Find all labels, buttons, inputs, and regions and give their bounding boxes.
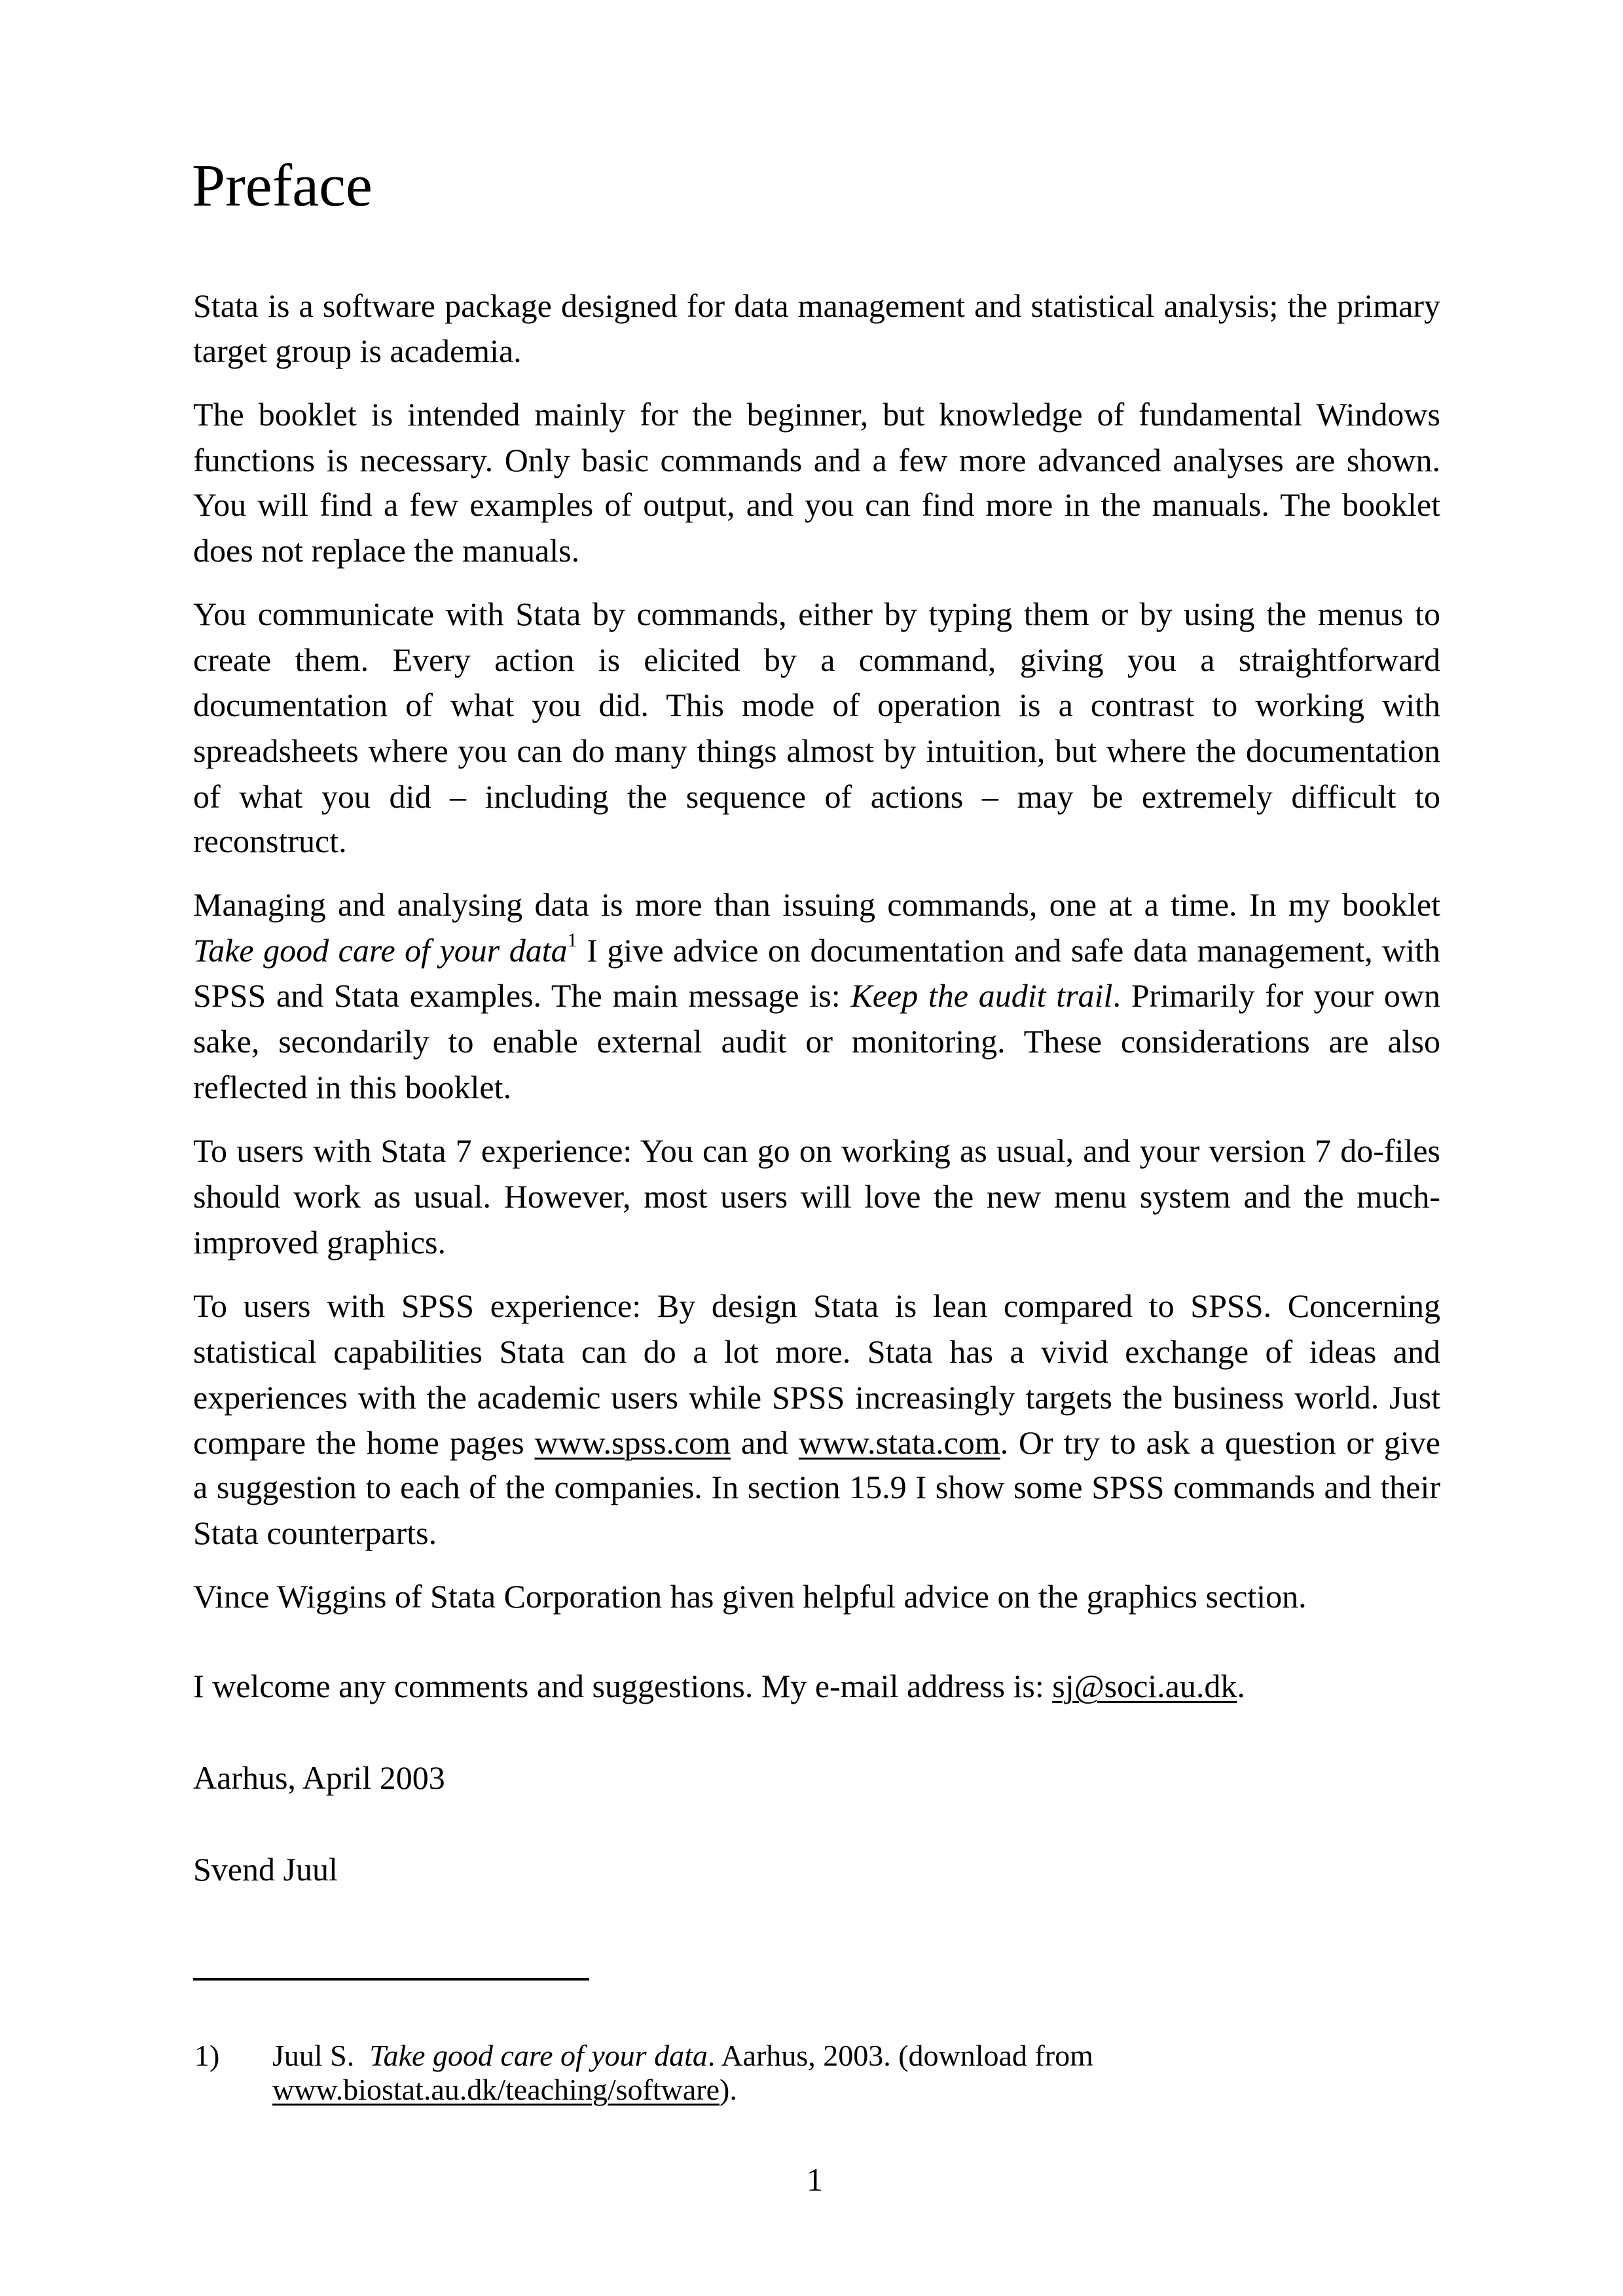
paragraph-3-line-4: spreadsheets where you can do many things almost by intuition, but where the documentation <box>193 732 1440 769</box>
paragraph-4-line-4: sake, secondarily to enable external audit or monitoring. These considerations are also <box>193 1023 1440 1060</box>
spss-link[interactable]: www.spss.com <box>534 1424 731 1461</box>
paragraph-4-line-3 <box>193 973 1440 1018</box>
footnote-author: Juul S. <box>272 2039 355 2072</box>
paragraph-2-line-2: functions is necessary. Only basic commands and a few more advanced analyses are shown. <box>193 442 1440 478</box>
place-date: Aarhus, April 2003 <box>193 1759 445 1796</box>
paragraph-3-line-1: You communicate with Stata by commands, either by typing them or by using the menus to <box>193 596 1440 632</box>
paragraph-6-line-4-post: . Or try to ask a question or give <box>1000 1424 1440 1461</box>
paragraph-2-line-4: does not replace the manuals. <box>193 532 580 569</box>
paragraph-6-line-6: Stata counterparts. <box>193 1515 437 1551</box>
footnote-close: ). <box>720 2073 737 2106</box>
paragraph-4-line-5: reflected in this booklet. <box>193 1069 511 1105</box>
footnote-line-2 <box>272 2073 737 2107</box>
paragraph-1-line-1: Stata is a software package designed for data management and statistical analysis; the primary <box>193 287 1440 324</box>
footnote-separator <box>193 1978 589 1981</box>
paragraph-6-line-4-mid: and <box>731 1424 799 1461</box>
paragraph-6-line-4 <box>193 1420 1440 1465</box>
paragraph-6-line-3: experiences with the academic users while SPSS increasingly targets the business world. Just <box>193 1379 1440 1416</box>
paragraph-3-line-2: create them. Every action is elicited by a command, giving you a straightforward <box>193 641 1440 678</box>
paragraph-5-line-3: improved graphics. <box>193 1224 447 1261</box>
paragraph-4-line-2-rest: I give advice on documentation and safe data management, with <box>577 932 1440 969</box>
footnote-title-italic: Take good care of your data <box>369 2039 708 2072</box>
author-signature: Svend Juul <box>193 1851 338 1888</box>
page-title: Preface <box>192 152 373 219</box>
paragraph-6-line-2: statistical capabilities Stata can do a lot more. Stata has a vivid exchange of ideas and <box>193 1333 1440 1370</box>
footnote-rest: . Aarhus, 2003. (download from <box>707 2039 1093 2072</box>
paragraph-1-line-2: target group is academia. <box>193 332 522 369</box>
contact-line-post: . <box>1237 1668 1245 1704</box>
paragraph-6-line-4-pre: compare the home pages <box>193 1424 535 1461</box>
paragraph-4-line-2 <box>193 928 1440 973</box>
email-link[interactable]: sj@soci.au.dk <box>1052 1668 1237 1704</box>
paragraph-4-line-3-pre: SPSS and Stata examples. The main message is: <box>193 977 851 1014</box>
footnote-line-1 <box>272 2039 1093 2073</box>
page-number: 1 <box>807 2161 823 2198</box>
paragraph-6-line-5: a suggestion to each of the companies. In section 15.9 I show some SPSS commands and their <box>193 1469 1440 1505</box>
paragraph-4-line-1: Managing and analysing data is more than issuing commands, one at a time. In my booklet <box>193 886 1440 923</box>
footnote-link[interactable]: www.biostat.au.dk/teaching/software <box>272 2073 720 2106</box>
paragraph-2-line-3: You will find a few examples of output, and you can find more in the manuals. The booklet <box>193 486 1440 523</box>
contact-line <box>193 1664 1440 1709</box>
acknowledgement-line: Vince Wiggins of Stata Corporation has given helpful advice on the graphics section. <box>193 1578 1307 1615</box>
paragraph-3-line-6: reconstruct. <box>193 823 347 859</box>
paragraph-3-line-5: of what you did – including the sequence of actions – may be extremely difficult to <box>193 778 1440 815</box>
footnote-reference[interactable]: 1 <box>567 929 577 951</box>
footnote-marker: 1) <box>194 2039 220 2072</box>
booklet-title-italic: Take good care of your data <box>193 932 568 969</box>
paragraph-6-line-1: To users with SPSS experience: By design Stata is lean compared to SPSS. Concerning <box>193 1287 1440 1324</box>
contact-line-pre: I welcome any comments and suggestions. My e-mail address is: <box>193 1668 1053 1704</box>
stata-link[interactable]: www.stata.com <box>798 1424 1000 1461</box>
paragraph-3-line-3: documentation of what you did. This mode of operation is a contrast to working with <box>193 687 1440 723</box>
paragraph-5-line-1: To users with Stata 7 experience: You can go on working as usual, and your version 7 do-files <box>193 1132 1440 1169</box>
paragraph-5-line-2: should work as usual. However, most users will love the new menu system and the much- <box>193 1178 1440 1215</box>
paragraph-2-line-1: The booklet is intended mainly for the beginner, but knowledge of fundamental Windows <box>193 396 1440 433</box>
audit-trail-italic: Keep the audit trail <box>850 977 1113 1014</box>
paragraph-4-line-3-post: . Primarily for your own <box>1112 977 1440 1014</box>
